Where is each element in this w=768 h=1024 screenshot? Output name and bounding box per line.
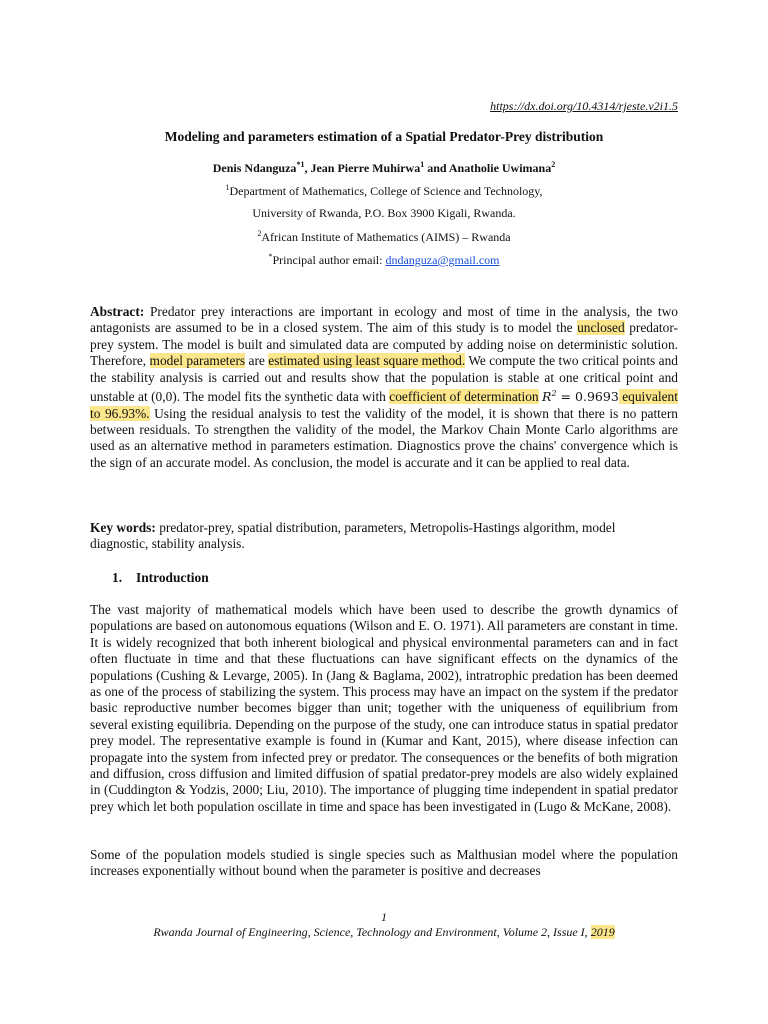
intro-paragraph-1: The vast majority of mathematical models which have been used to describe the growth dynamics of populations are based on autonomous equations (Wilson and E. O. 1971). All parameters are constant in time. It is widely recognized that both inherent biological and physical environmental parameters can and in fact often fluctuate in time and that these fluctuations can have significant effects on the dynamics of the populations (Cushing & Levarge, 2005). In (Jang & Baglama, 2002), intratrophic predation has been deemed as one of the process of stabilizing the system. This process may have an impact on the system if the predator basic reproductive number becomes bigger than unit; together with the uniqueness of equilibrium from several existing equilibria. Depending on the purpose of the study, one can introduce status in spatial predator prey model. The representative example is found in (Kumar and Kant, 2015), where disease infection can propagate into the system from infected prey or predator. The consequences or the benefits of both migration and diffusion, cross diffusion and limited diffusion of spatial predator-prey models are also widely explained in (Cuddington & Yodzis, 2000; Liu, 2010). The importance of plugging time independent in spatial predator prey which let both population oscillate in time and space has been investigated in (Lugo & McKane, 2008). [90, 602, 678, 814]
abstract-label: Abstract: [90, 304, 145, 319]
highlight: coefficient of determination [389, 389, 539, 405]
email-label: Principal author email: [272, 253, 386, 267]
corresponding-author [0, 252, 768, 268]
equation-value: = 0.9693 [556, 389, 619, 405]
abstract-text: predator-prey system. The model is built and simulated data are computed by adding noise on deterministic solution. Therefore, [90, 320, 678, 369]
highlight: 2019 [590, 925, 615, 939]
section-title: Introduction [136, 570, 209, 585]
section-heading-introduction [112, 570, 209, 586]
author-affiliation-mark: 2 [551, 160, 556, 169]
paper-title: Modeling and parameters estimation of a Spatial Predator-Prey distribution [164, 129, 604, 144]
doi-link[interactable]: https://dx.doi.org/10.4314/rjeste.v2i1.5 [490, 99, 678, 113]
abstract-text: are [245, 353, 269, 369]
author-name: Jean Pierre Muhirwa [310, 161, 421, 175]
author-name: Anatholie Uwimana [448, 161, 552, 175]
highlight: equivalent to 96.93%. [90, 389, 678, 421]
equation-symbol: R [542, 389, 552, 405]
email-link[interactable]: dndanguza@gmail.com [385, 253, 500, 267]
intro-paragraph-2: Some of the population models studied is single species such as Malthusian model where the population increases exponentially without bound when the parameter is positive and decreases [90, 847, 678, 879]
keywords [90, 520, 650, 553]
affiliation-mark: 2 [257, 229, 262, 238]
journal-name: Rwanda Journal of Engineering, Science, Technology and Environment, Volume 2, Issue I, [153, 925, 591, 939]
abstract-text: Using the residual analysis to test the validity of the model, it is shown that there is no pattern between residuals. To strengthen the validity of the model, the Markov Chain Monte Carlo algorithms are used as an alternative method in parameters estimation. Diagnostics prove the chains' convergence which is the sign of an accurate model. As conclusion, the model is accurate and it can be applied to real data. [90, 405, 678, 470]
abstract [90, 304, 678, 471]
author-affiliation-mark: *1 [296, 160, 305, 169]
highlight: unclosed [577, 320, 625, 336]
affiliation-2 [0, 229, 768, 245]
page-number: 1 [381, 910, 387, 924]
affiliation-1-line-2: University of Rwanda, P.O. Box 3900 Kigali, Rwanda. [252, 206, 516, 220]
author-list [0, 160, 768, 176]
abstract-text: Predator prey interactions are important in ecology and most of time in the analysis, the two antagonists are assumed to be in a closed system. The aim of this study is to model the [90, 304, 678, 336]
author-separator: and [424, 161, 449, 175]
keywords-text: predator-prey, spatial distribution, parameters, Metropolis-Hastings algorithm, model diagnostic, stability analysis. [90, 520, 616, 552]
equation [542, 389, 619, 404]
author-separator: , [304, 161, 311, 175]
journal-footer [0, 925, 768, 940]
highlight: estimated using least square method. [268, 353, 466, 369]
affiliation-text: African Institute of Mathematics (AIMS) – Rwanda [261, 230, 511, 244]
section-number: 1. [112, 570, 123, 585]
author-name: Denis Ndanguza [212, 161, 297, 175]
affiliation-mark: 1 [225, 183, 230, 192]
author-affiliation-mark: 1 [420, 160, 425, 169]
equation-exponent: 2 [551, 389, 557, 399]
corresponding-mark: * [268, 252, 273, 261]
keywords-label: Key words: [90, 520, 156, 535]
affiliation-1-line-1 [0, 183, 768, 199]
abstract-text: We compute the two critical points and the stability analysis is carried out and results show that the population is stable at one critical point and unstable at (0,0). The model fits the synthetic data with [90, 353, 678, 405]
highlight: model parameters [149, 353, 246, 369]
affiliation-text: Department of Mathematics, College of Science and Technology, [229, 184, 543, 198]
